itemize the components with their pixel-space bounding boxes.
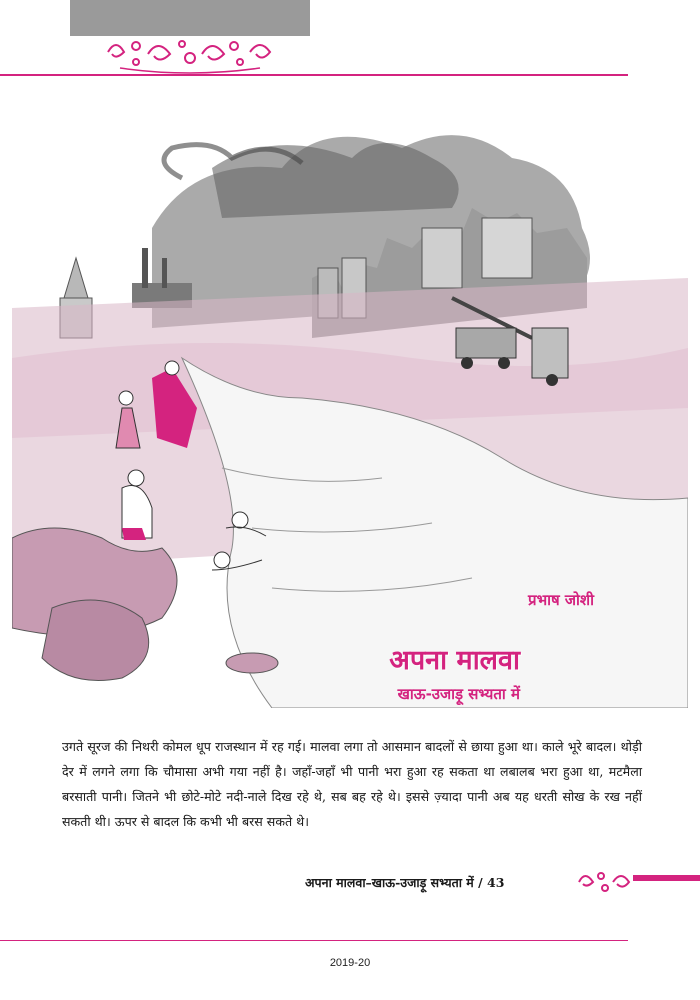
header-grey-tab (70, 0, 310, 36)
top-rule (0, 74, 628, 76)
chapter-subtitle: खाऊ-उजाड़ू सभ्यता में (397, 685, 520, 703)
author-name: प्रभाष जोशी (528, 591, 594, 609)
edition-year: 2019-20 (329, 957, 371, 969)
footer-accent-band (633, 875, 700, 881)
chapter-title: अपना मालवा (389, 645, 520, 676)
river-town-illustration (12, 108, 688, 708)
body-paragraph: उगते सूरज की निथरी कोमल धूप राजस्थान में रह गई। मालवा लगा तो आसमान बादलों से छाया हुआ था। काले भूरे बादल। थोड़ी देर में लगने लगा कि चौमासा अभी गया नहीं है। जहाँ-जहाँ भी पानी भरा हुआ रह सकता था लबालब भरा हुआ था, मटमैला बरसाती पानी। जितने भी छोटे-मोटे नदी-नाले दिख रहे थे, सब बह रहे थे। इससे ज़्यादा पानी अब यह धरती सोख के रख नहीं सकती थी। ऊपर से बादल कि कभी भी बरस सकते थे। (62, 739, 642, 829)
floral-ornament-icon (100, 32, 280, 76)
running-footer-title: अपना मालवा–खाऊ-उजाड़ू सभ्यता में / 43 (305, 875, 505, 890)
footer-ornament-icon (575, 864, 635, 896)
bottom-rule (0, 940, 628, 941)
